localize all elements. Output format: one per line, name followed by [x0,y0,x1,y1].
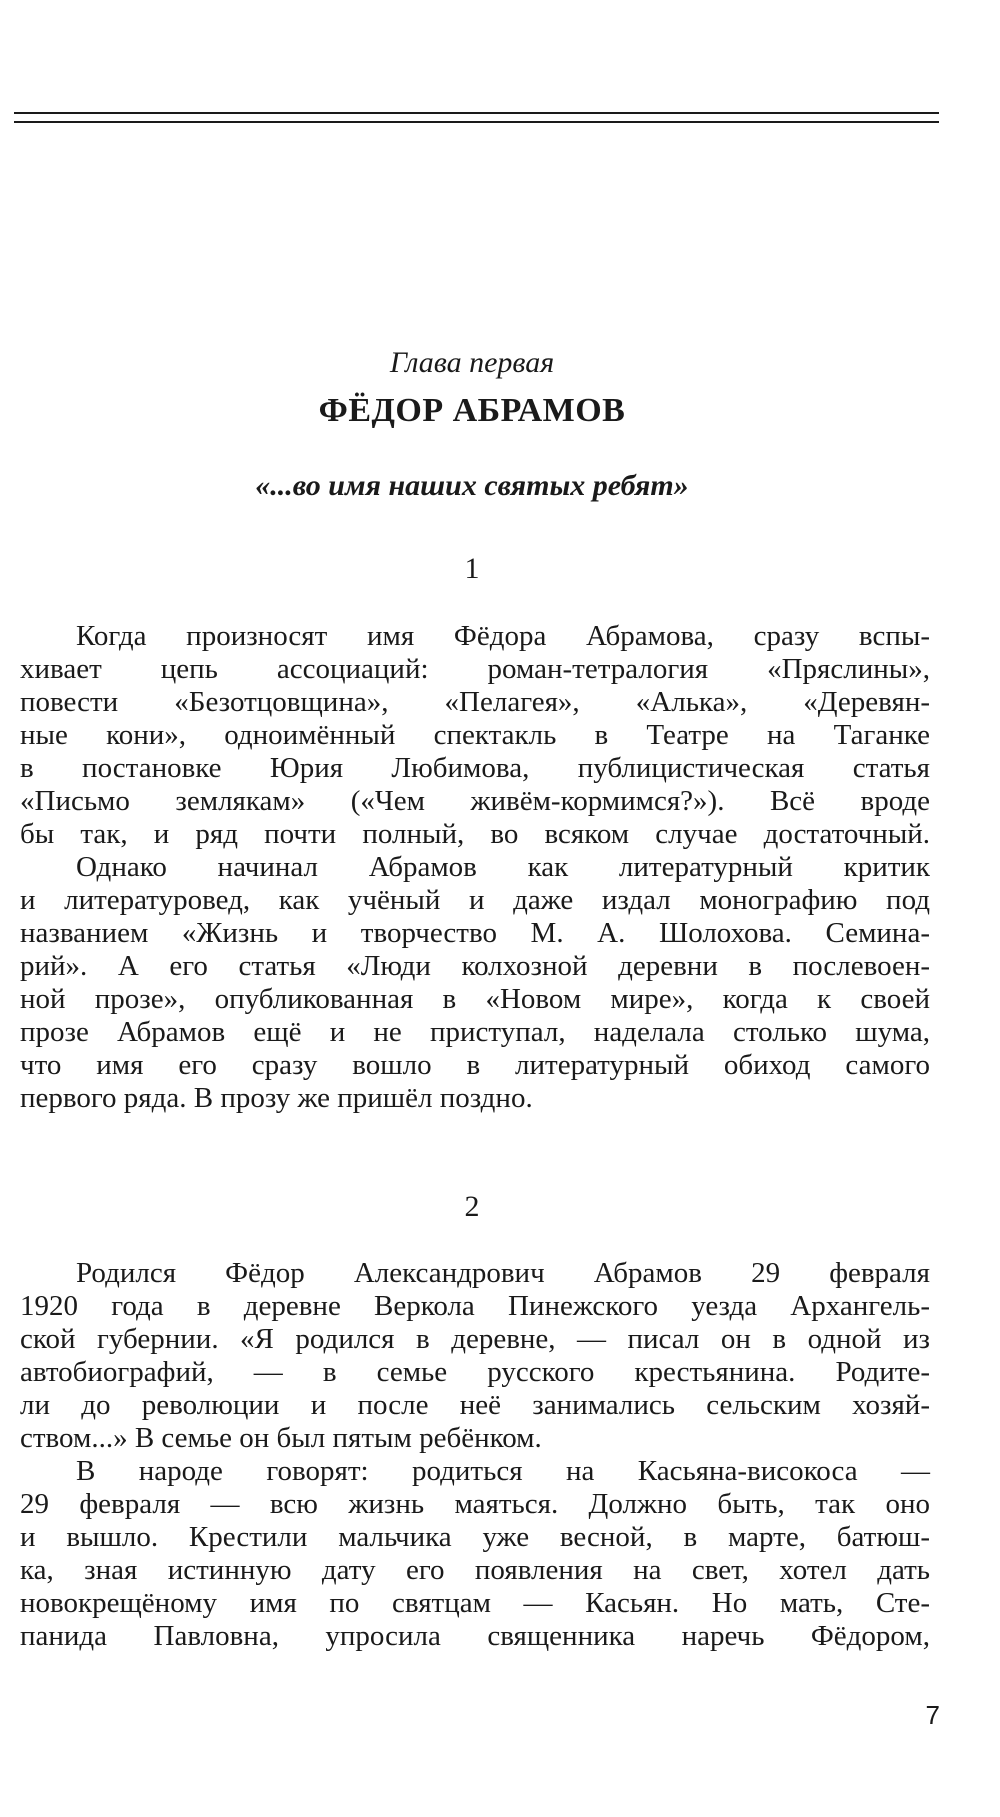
text-line: ка, зная истинную дату его появления на свет, хотел дать [20,1554,930,1586]
text-line: Когда произносят имя Фёдора Абрамова, сразу вспы- [76,620,930,652]
text-line: и вышло. Крестили мальчика уже весной, в марте, батюш- [20,1521,930,1553]
text-line: рий». А его статья «Люди колхозной деревни в послевоен- [20,950,930,982]
paragraph [20,620,930,851]
text-line: «Письмо землякам» («Чем живём-кормимся?»). Всё вроде [20,785,930,817]
header-rule-top [14,112,939,114]
text-line: ные кони», одноимённый спектакль в Театре на Таганке [20,719,930,751]
text-line: ской губернии. «Я родился в деревне, — писал он в одной из [20,1323,930,1355]
text-line: Родился Фёдор Александрович Абрамов 29 февраля [76,1257,930,1289]
text-line: новокрещёному имя по святцам — Касьян. Но мать, Сте- [20,1587,930,1619]
text-line: повести «Безотцовщина», «Пелагея», «Алька», «Деревян- [20,686,930,718]
text-line: 29 февраля — всю жизнь маяться. Должно быть, так оно [20,1488,930,1520]
header-rule-bottom [14,121,939,123]
page-number: 7 [925,1700,940,1730]
text-line: автобиографий, — в семье русского крестьянина. Родите- [20,1356,930,1388]
text-line: ли до революции и после неё занимались сельским хозяй- [20,1389,930,1421]
paragraph [20,1455,930,1653]
text-line: панида Павловна, упросила священника наречь Фёдором, [20,1620,930,1652]
text-line: первого ряда. В прозу же пришёл поздно. [20,1082,533,1114]
text-line: 1920 года в деревне Веркола Пинежского уезда Архангель- [20,1290,930,1322]
paragraph [20,851,930,1115]
text-line: бы так, и ряд почти полный, во всяком случае достаточный. [20,818,930,850]
text-line: Однако начинал Абрамов как литературный критик [76,851,930,883]
chapter-label: Глава первая [389,346,555,379]
text-line: В народе говорят: родиться на Касьяна-високоса — [76,1455,930,1487]
text-line: прозе Абрамов ещё и не приступал, наделала столько шума, [20,1016,930,1048]
chapter-epigraph: «...во имя наших святых ребят» [255,469,689,502]
text-line: ством...» В семье он был пятым ребёнком. [20,1422,542,1454]
text-line: и литературовед, как учёный и даже издал монографию под [20,884,930,916]
paragraph [20,1257,930,1455]
text-line: что имя его сразу вошло в литературный обиход самого [20,1049,930,1081]
chapter-title: ФЁДОР АБРАМОВ [318,392,626,429]
text-line: в постановке Юрия Любимова, публицистическая статья [20,752,930,784]
section-number: 2 [464,1190,480,1223]
section-number: 1 [464,552,480,585]
text-line: названием «Жизнь и творчество М. А. Шолохова. Семина- [20,917,930,949]
text-line: ной прозе», опубликованная в «Новом мире», когда к своей [20,983,930,1015]
text-line: хивает цепь ассоциаций: роман-тетралогия «Пряслины», [20,653,930,685]
